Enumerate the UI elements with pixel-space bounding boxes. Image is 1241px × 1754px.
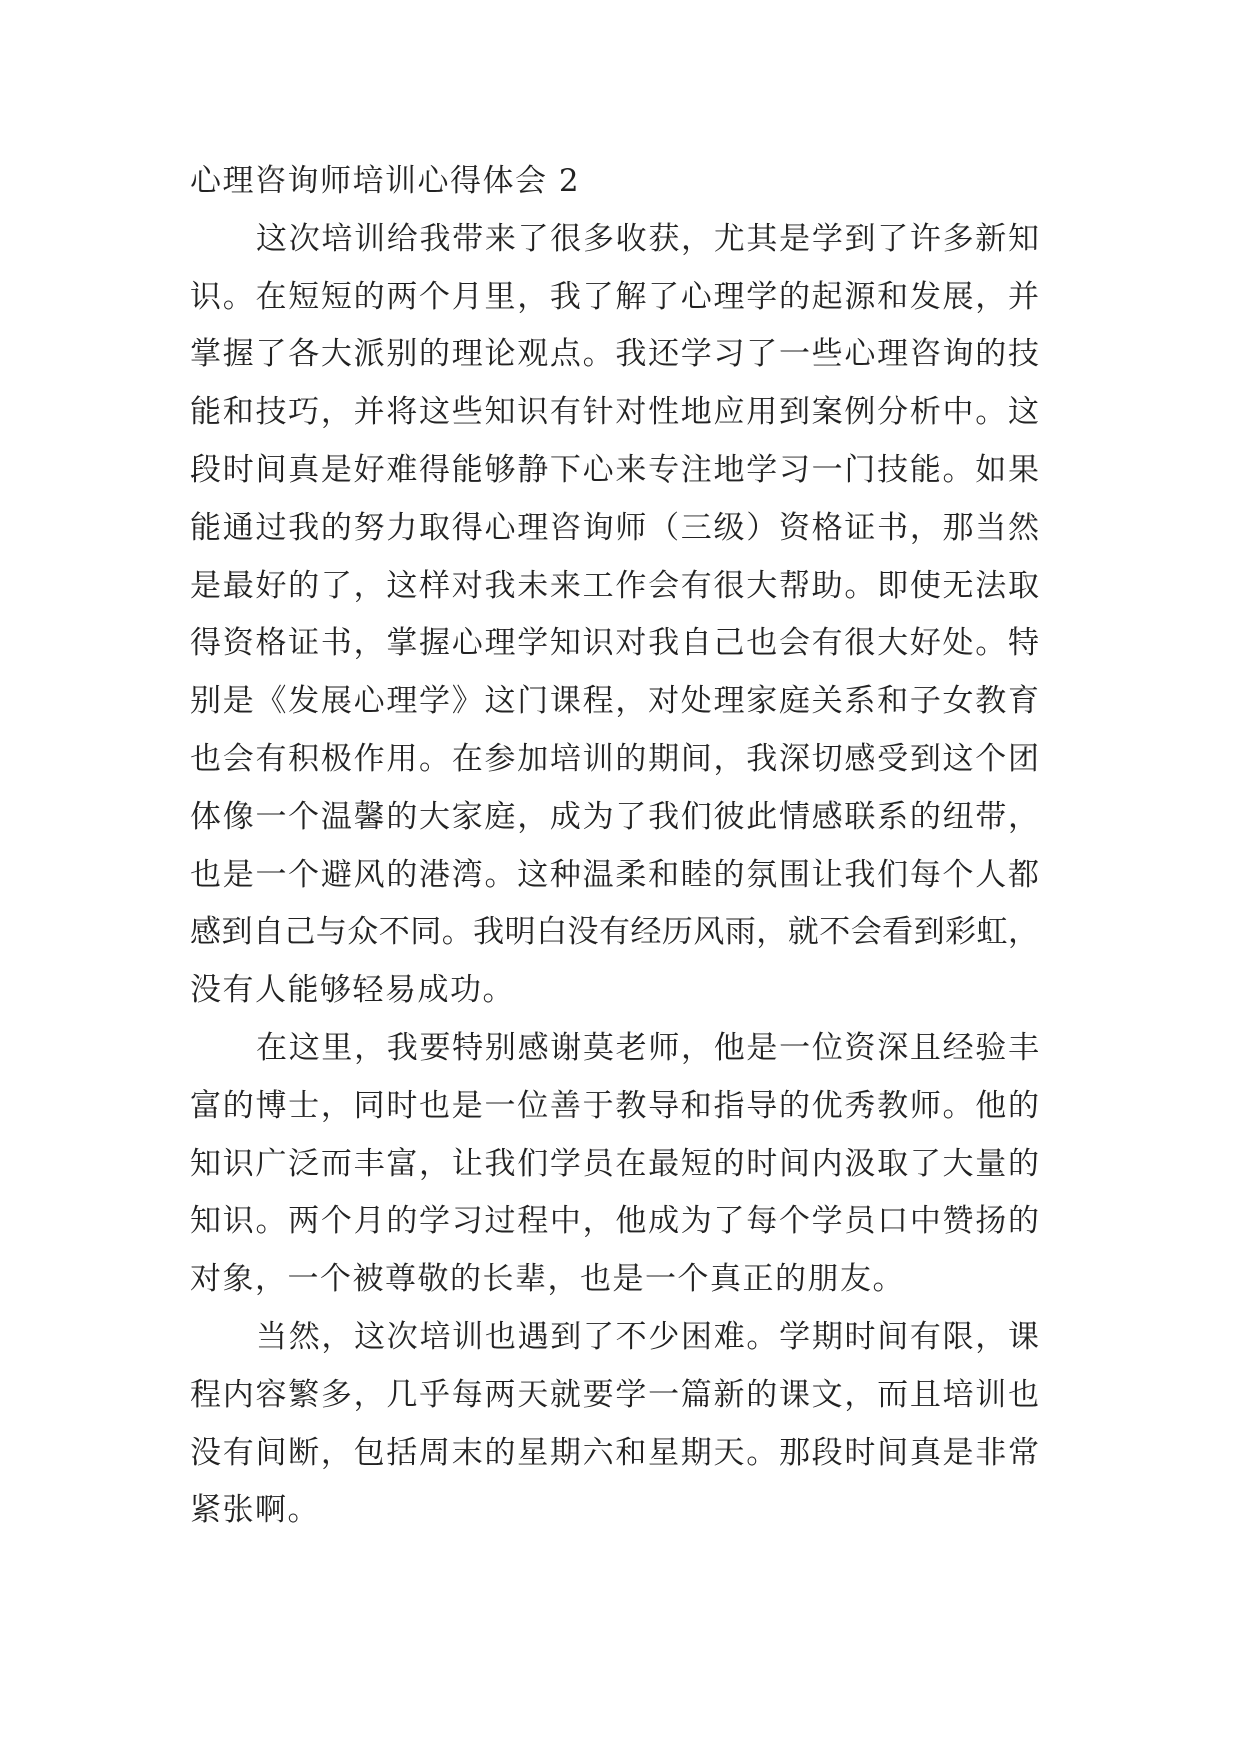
paragraph-1-line-5: 段时间真是好难得能够静下心来专注地学习一门技能。如果	[190, 451, 1039, 488]
paragraph-1-line-9: 别是《发展心理学》这门课程，对处理家庭关系和子女教育	[190, 683, 1039, 720]
paragraph-1-line-2: 识。在短短的两个月里，我了解了心理学的起源和发展，并	[190, 278, 1039, 315]
paragraph-3	[190, 1309, 1039, 1540]
paragraph-1-line-11: 体像一个温馨的大家庭，成为了我们彼此情感联系的纽带，	[190, 798, 1039, 835]
paragraph-1-line-3: 掌握了各大派别的理论观点。我还学习了一些心理咨询的技	[190, 336, 1039, 373]
paragraph-3-line-1: 当然，这次培训也遇到了不少困难。学期时间有限，课	[256, 1318, 1039, 1355]
paragraph-3-line-3: 没有间断，包括周末的星期六和星期天。那段时间真是非常	[190, 1434, 1039, 1471]
paragraph-2-line-2: 富的博士，同时也是一位善于教导和指导的优秀教师。他的	[190, 1087, 1039, 1124]
paragraph-1-line-13: 感到自己与众不同。我明白没有经历风雨，就不会看到彩虹，	[190, 914, 1039, 951]
paragraph-1-line-12: 也是一个避风的港湾。这种温柔和睦的氛围让我们每个人都	[190, 856, 1039, 893]
paragraph-1-line-4: 能和技巧，并将这些知识有针对性地应用到案例分析中。这	[190, 394, 1039, 431]
document-page	[190, 153, 1039, 1540]
paragraph-1-line-10: 也会有积极作用。在参加培训的期间，我深切感受到这个团	[190, 740, 1039, 777]
paragraph-1-line-7: 是最好的了，这样对我未来工作会有很大帮助。即使无法取	[190, 567, 1039, 604]
paragraph-3-line-2: 程内容繁多，几乎每两天就要学一篇新的课文，而且培训也	[190, 1376, 1039, 1413]
paragraph-1-line-1: 这次培训给我带来了很多收获，尤其是学到了许多新知	[256, 220, 1039, 257]
paragraph-2-line-4: 知识。两个月的学习过程中，他成为了每个学员口中赞扬的	[190, 1203, 1039, 1240]
paragraph-1	[190, 211, 1039, 1020]
document-title: 心理咨询师培训心得体会 2	[190, 163, 581, 199]
paragraph-1-line-6: 能通过我的努力取得心理咨询师（三级）资格证书，那当然	[190, 509, 1039, 546]
paragraph-1-line-8: 得资格证书，掌握心理学知识对我自己也会有很大好处。特	[190, 625, 1039, 662]
paragraph-2-line-1: 在这里，我要特别感谢莫老师，他是一位资深且经验丰	[256, 1029, 1039, 1066]
paragraph-2	[190, 1020, 1039, 1309]
paragraph-2-line-5: 对象，一个被尊敬的长辈，也是一个真正的朋友。	[190, 1261, 905, 1298]
paragraph-1-line-14: 没有人能够轻易成功。	[190, 972, 515, 1009]
paragraph-3-line-4: 紧张啊。	[190, 1492, 320, 1529]
paragraph-2-line-3: 知识广泛而丰富，让我们学员在最短的时间内汲取了大量的	[190, 1145, 1039, 1182]
